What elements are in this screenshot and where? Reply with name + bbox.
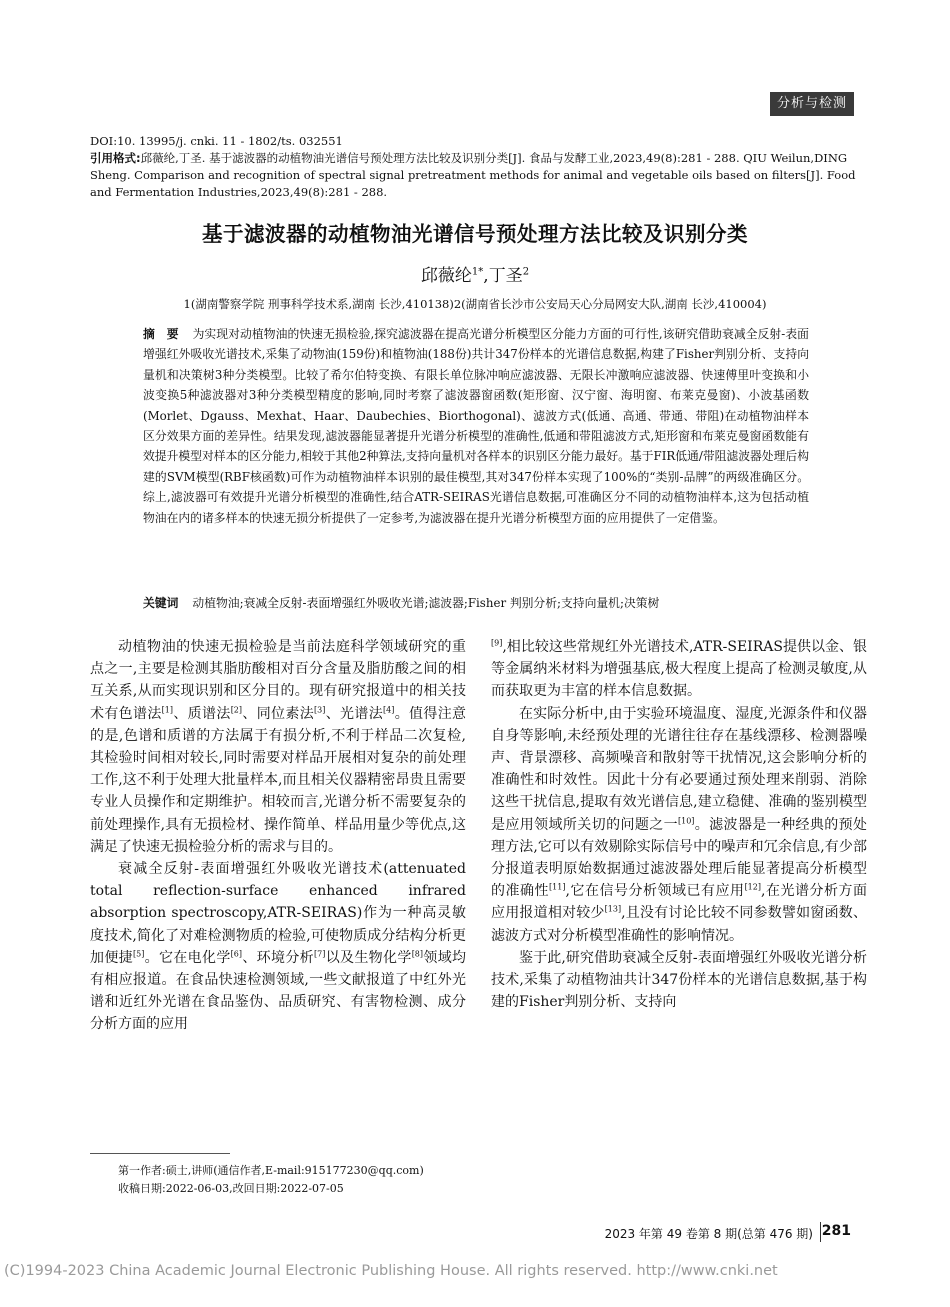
text-run: ,且没有讨论比较不同参数譬如窗函数、滤波方式对分析模型准确性的影响情况。 — [491, 905, 867, 944]
text-run: ,在光谱分析方面应用报道相对较少 — [491, 883, 868, 922]
keywords — [143, 594, 809, 611]
text-run: 。值得注意的是,色谱和质谱的方法属于有损分析,不利于样品二次复检,其检验时间相对较长,同时需要对样品开展相对复杂的前处理工作,这不利于处理大批量样本,而且相关仪器精密昂贵且需要专业人员操作和定期维护。相较而言,光谱分析不需要复杂的前处理操作,具有无损检材、操作简单、样品用量少等优点,这满足了快速无损检验分析的需求与目的。 — [90, 705, 467, 855]
footnote-divider — [90, 1153, 230, 1154]
citation-ref[interactable]: [6] — [230, 949, 243, 959]
keywords-text: 动植物油;衰减全反射-表面增强红外吸收光谱;滤波器;Fisher 判别分析;支持向量机;决策树 — [192, 596, 660, 610]
citation-zh: 邱薇纶,丁圣. 基于滤波器的动植物油光谱信号预处理方法比较及识别分类[J]. 食品与发酵工业,2023,49(8):281 - 288. — [140, 151, 740, 165]
citation-ref[interactable]: [12] — [744, 882, 761, 892]
citation-ref[interactable]: [4] — [383, 704, 395, 714]
paragraph-atr-seiras — [90, 858, 466, 1036]
abstract-label: 摘 要 — [143, 327, 179, 341]
text-run: 以及生物化学 — [325, 949, 412, 966]
affiliations: 1(湖南警察学院 刑事科学技术系,湖南 长沙,410138)2(湖南省长沙市公安局天心分局网安大队,湖南 长沙,410004) — [183, 297, 767, 311]
author-separator: , — [483, 266, 489, 286]
citation-ref[interactable]: [2] — [230, 704, 243, 714]
text-run: 领域均有相应报道。在食品快速检测领域,一些文献报道了中红外光谱和近红外光谱在食品鉴伪、品质研究、有害物检测、成分分析方面的应用 — [90, 949, 467, 1033]
text-run: 鉴于此,研究借助衰减全反射-表面增强红外吸收光谱分析技术,采集了动植物油共计347份样本的光谱信息数据,基于构建的Fisher判别分析、支持向 — [491, 949, 867, 1011]
citation-ref[interactable]: [13] — [604, 904, 622, 914]
paragraph-study-aim — [491, 947, 867, 1014]
text-run: 。它在电化学 — [144, 949, 231, 966]
citation-ref[interactable]: [9] — [491, 638, 503, 648]
citation-en: QIU Weilun,DING Sheng. Comparison and recognition of spectral signal pretreatment methods for animal and vegetable oils based on filters[J]. Food and Fermentation Industries,2023,49(8):281 - 288. — [90, 151, 856, 199]
citation-ref[interactable]: [8] — [411, 949, 424, 959]
author-1-marker: 1* — [471, 266, 484, 278]
paragraph-continuation — [491, 636, 867, 703]
citation-ref[interactable]: [1] — [161, 704, 174, 714]
text-run: 、光谱法 — [325, 705, 384, 722]
citation-label: 引用格式: — [90, 151, 141, 165]
body-column-right — [491, 636, 867, 1013]
paragraph-pretreatment — [491, 703, 867, 947]
page-number: 281 — [821, 1223, 851, 1239]
citation-ref[interactable]: [5] — [133, 949, 145, 959]
keywords-label: 关键词 — [143, 596, 179, 610]
citation-ref[interactable]: [7] — [314, 949, 326, 959]
footnote — [118, 1162, 424, 1198]
page-footer — [580, 1222, 855, 1242]
footnote-dates: 收稿日期:2022-06-03,改回日期:2022-07-05 — [118, 1182, 344, 1195]
citation-ref[interactable]: [3] — [314, 704, 326, 714]
text-run: 、质谱法 — [173, 705, 231, 722]
abstract — [143, 324, 809, 528]
citation-ref[interactable]: [11] — [549, 882, 566, 892]
text-run: 动植物油的快速无损检验是当前法庭科学领域研究的重点之一,主要是检测其脂肪酸相对百分含量及脂肪酸之间的相互关系,从而实现识别和区分目的。现有研究报道中的相关技术有色谱法 — [90, 639, 466, 722]
text-run: 。滤波器是一种经典的预处理方法,它可以有效剔除实际信号中的噪声和冗余信息,有少部分报道表明原始数据通过滤波器处理后能显著提高分析模型的准确性 — [491, 816, 868, 900]
text-run: 、同位素法 — [242, 705, 315, 722]
author-2-marker: 2 — [522, 266, 530, 278]
text-run: 在实际分析中,由于实验环境温度、湿度,光源条件和仪器自身等影响,未经预处理的光谱往往存在基线漂移、检测器噪声、背景漂移、高频噪音和散射等干扰情况,这会影响分析的准确性和时效性。因此十分有必要通过预处理来削弱、消除这些干扰信息,提取有效光谱信息,建立稳健、准确的鉴别模型是应用领域所关切的问题之一 — [491, 705, 867, 833]
text-run: ,相比较这些常规红外光谱技术,ATR-SEIRAS提供以金、银等金属纳米材料为增强基底,极大程度上提高了检测灵敏度,从而获取更为丰富的样本信息数据。 — [491, 639, 867, 700]
citation-ref[interactable]: [10] — [677, 815, 695, 825]
doi: DOI:10. 13995/j. cnki. 11 - 1802/ts. 032551 — [90, 134, 343, 148]
author-1: 邱薇纶 — [420, 266, 472, 286]
paper-title: 基于滤波器的动植物油光谱信号预处理方法比较及识别分类 — [202, 222, 748, 246]
text-run: ,它在信号分析领域已有应用 — [565, 883, 745, 900]
section-tag: 分析与检测 — [770, 92, 854, 116]
abstract-text: 为实现对动植物油的快速无损检验,探究滤波器在提高光谱分析模型区分能力方面的可行性,该研究借助衰减全反射-表面增强红外吸收光谱技术,采集了动物油(159份)和植物油(188份)共计347份样本的光谱信息数据,构建了Fisher判别分析、支持向量机和决策树3种分类模型。比较了希尔伯特变换、有限长单位脉冲响应滤波器、无限长冲激响应滤波器、快速傅里叶变换和小波变换5种滤波器对3种分类模型精度的影响,同时考察了滤波器窗函数(矩形窗、汉宁窗、海明窗、布莱克曼窗)、小波基函数(Morlet、Dgauss、Mexhat、Haar、Daubechies、Biorthogonal)、滤波方式(低通、高通、带通、带阻)在动植物油样本区分效果方面的差异性。结果发现,滤波器能显著提升光谱分析模型的准确性,低通和带阻滤波方式,矩形窗和布莱克曼窗函数能有效提升模型对样本的区分能力,相较于其他2种算法,支持向量机对各样本的识别区分能力最好。基于FIR低通/带阻滤波器处理后构建的SVM模型(RBF核函数)可作为动植物油样本识别的最佳模型,其对347份样本实现了100%的“类别-品牌”的两级准确区分。综上,滤波器可有效提升光谱分析模型的准确性,结合ATR-SEIRAS光谱信息数据,可准确区分不同的动植物油样本,这为包括动植物油在内的诸多样本的快速无损分析提供了一定参考,为滤波器在提升光谱分析模型方面的应用提供了一定借鉴。 — [143, 327, 809, 525]
footnote-first-author: 第一作者:硕士,讲师(通信作者,E-mail:915177230@qq.com) — [118, 1164, 424, 1177]
issue-info: 2023 年第 49 卷第 8 期(总第 476 期) — [604, 1227, 813, 1241]
paragraph-intro — [90, 636, 466, 858]
citation — [90, 150, 860, 201]
text-run: 衰减全反射-表面增强红外吸收光谱技术(attenuated total reflection-surface enhanced infrared absorption spectroscopy,ATR-SEIRAS)作为一种高灵敏度技术,简化了对难检测物质的检验,可使物质成分结构分析更加便捷 — [90, 861, 466, 966]
copyright-notice: (C)1994-2023 China Academic Journal Electronic Publishing House. All rights reserved. http://www.cnki.net — [4, 1263, 778, 1279]
body-column-left — [90, 636, 466, 1036]
authors — [90, 261, 860, 286]
text-run: 、环境分析 — [242, 949, 315, 966]
author-2: 丁圣 — [488, 266, 523, 286]
